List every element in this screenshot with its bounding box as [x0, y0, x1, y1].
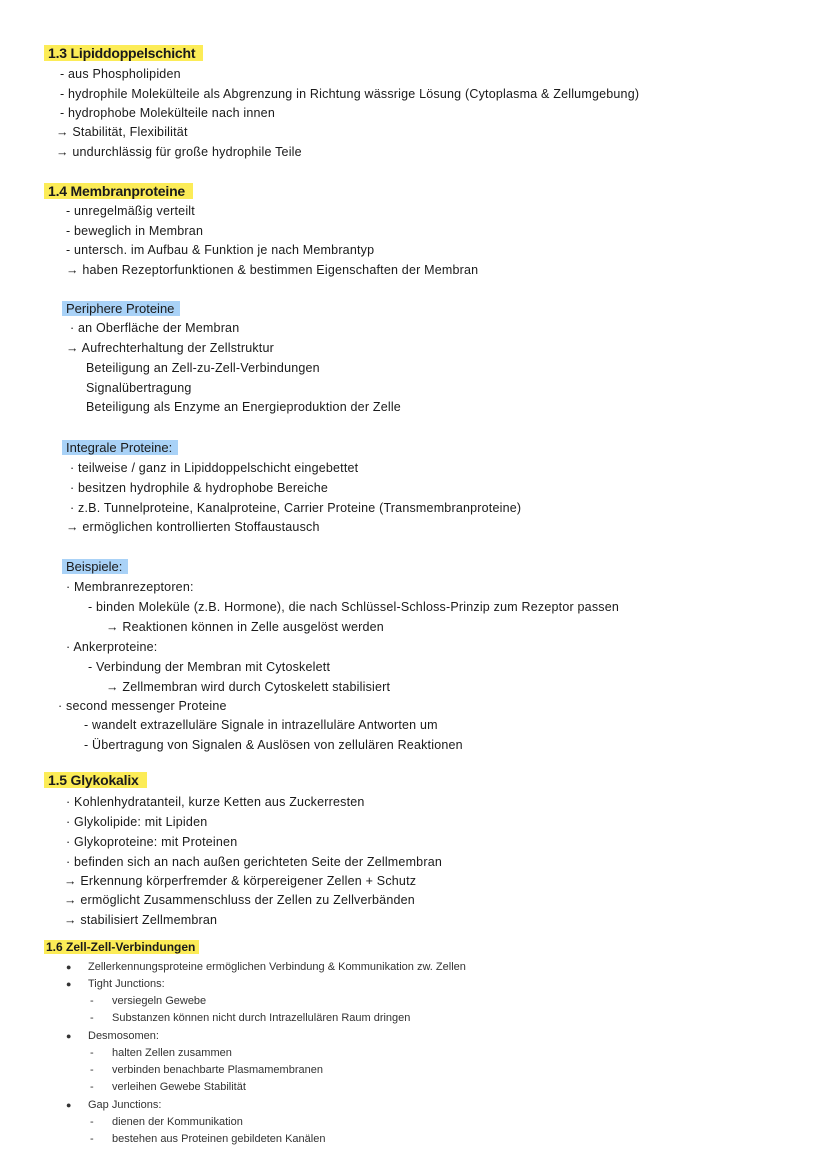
bullet-item: ● Desmosomen: — [66, 1030, 159, 1042]
note-line: → Reaktionen können in Zelle ausgelöst werden — [106, 620, 384, 634]
note-line: · Kohlenhydratanteil, kurze Ketten aus Zuckerresten — [66, 795, 365, 809]
note-line: → Stabilität, Flexibilität — [56, 125, 188, 139]
note-line: - Verbindung der Membran mit Cytoskelett — [88, 660, 331, 674]
section-title-1-4: 1.4 Membranproteine — [44, 182, 193, 200]
note-line: → Aufrechterhaltung der Zellstruktur — [66, 341, 274, 355]
subsection-title-periphere: Periphere Proteine — [62, 300, 180, 317]
section-title-1-6: 1.6 Zell-Zell-Verbindungen — [44, 940, 199, 955]
subsection-title-beispiele: Beispiele: — [62, 558, 128, 575]
note-line: · second messenger Proteine — [58, 699, 227, 713]
note-line: - beweglich in Membran — [66, 224, 204, 238]
note-line: → stabilisiert Zellmembran — [64, 913, 218, 927]
sub-bullet-item: - dienen der Kommunikation — [90, 1116, 243, 1128]
note-line: · Glykolipide: mit Lipiden — [66, 815, 208, 829]
sub-bullet-item: - Substanzen können nicht durch Intrazellulären Raum dringen — [90, 1012, 411, 1024]
bullet-item: ● Gap Junctions: — [66, 1099, 162, 1111]
note-line: · Glykoproteine: mit Proteinen — [66, 835, 238, 849]
note-line: - Übertragung von Signalen & Auslösen von zellulären Reaktionen — [84, 738, 463, 752]
note-line: · besitzen hydrophile & hydrophobe Bereiche — [70, 481, 329, 495]
note-line: · z.B. Tunnelproteine, Kanalproteine, Carrier Proteine (Transmembranproteine) — [70, 501, 522, 515]
note-line: → ermöglichen kontrollierten Stoffaustausch — [66, 520, 320, 534]
note-line: Beteiligung als Enzyme an Energieproduktion der Zelle — [86, 400, 401, 414]
note-line: - unregelmäßig verteilt — [66, 204, 195, 218]
note-line: · an Oberfläche der Membran — [70, 321, 240, 335]
note-line: - binden Moleküle (z.B. Hormone), die nach Schlüssel-Schloss-Prinzip zum Rezeptor passen — [88, 600, 620, 614]
subsection-title-integrale: Integrale Proteine: — [62, 439, 178, 456]
sub-bullet-item: - verbinden benachbarte Plasmamembranen — [90, 1064, 323, 1076]
sub-bullet-item: - versiegeln Gewebe — [90, 995, 207, 1007]
note-line: - wandelt extrazelluläre Signale in intrazelluläre Antworten um — [84, 718, 438, 732]
sub-bullet-item: - halten Zellen zusammen — [90, 1047, 232, 1059]
note-line: · Ankerproteine: — [66, 640, 158, 654]
section-title-1-3: 1.3 Lipiddoppelschicht — [44, 44, 203, 62]
note-line: · befinden sich an nach außen gerichteten Seite der Zellmembran — [66, 855, 443, 869]
note-line: - hydrophile Molekülteile als Abgrenzung in Richtung wässrige Lösung (Cytoplasma & Zellumgebung) — [60, 87, 640, 101]
note-line: · teilweise / ganz in Lipiddoppelschicht eingebettet — [70, 461, 359, 475]
bullet-item: ● Zellerkennungsproteine ermöglichen Verbindung & Kommunikation zw. Zellen — [66, 961, 466, 973]
note-line: - hydrophobe Molekülteile nach innen — [60, 106, 275, 120]
note-line: → undurchlässig für große hydrophile Teile — [56, 145, 302, 159]
note-line: Beteiligung an Zell-zu-Zell-Verbindungen — [86, 361, 320, 375]
note-line: → Erkennung körperfremder & körpereigener Zellen + Schutz — [64, 874, 417, 888]
note-line: → ermöglicht Zusammenschluss der Zellen zu Zellverbänden — [64, 893, 415, 907]
bullet-item: ● Tight Junctions: — [66, 978, 165, 990]
note-line: Signalübertragung — [86, 381, 192, 395]
note-line: - untersch. im Aufbau & Funktion je nach Membrantyp — [66, 243, 375, 257]
section-title-1-5: 1.5 Glykokalix — [44, 771, 147, 789]
note-line: · Membranrezeptoren: — [66, 580, 194, 594]
sub-bullet-item: - bestehen aus Proteinen gebildeten Kanälen — [90, 1133, 326, 1145]
note-line: → Zellmembran wird durch Cytoskelett stabilisiert — [106, 680, 391, 694]
note-line: → haben Rezeptorfunktionen & bestimmen Eigenschaften der Membran — [66, 263, 479, 277]
note-line: - aus Phospholipiden — [60, 67, 181, 81]
sub-bullet-item: - verleihen Gewebe Stabilität — [90, 1081, 246, 1093]
